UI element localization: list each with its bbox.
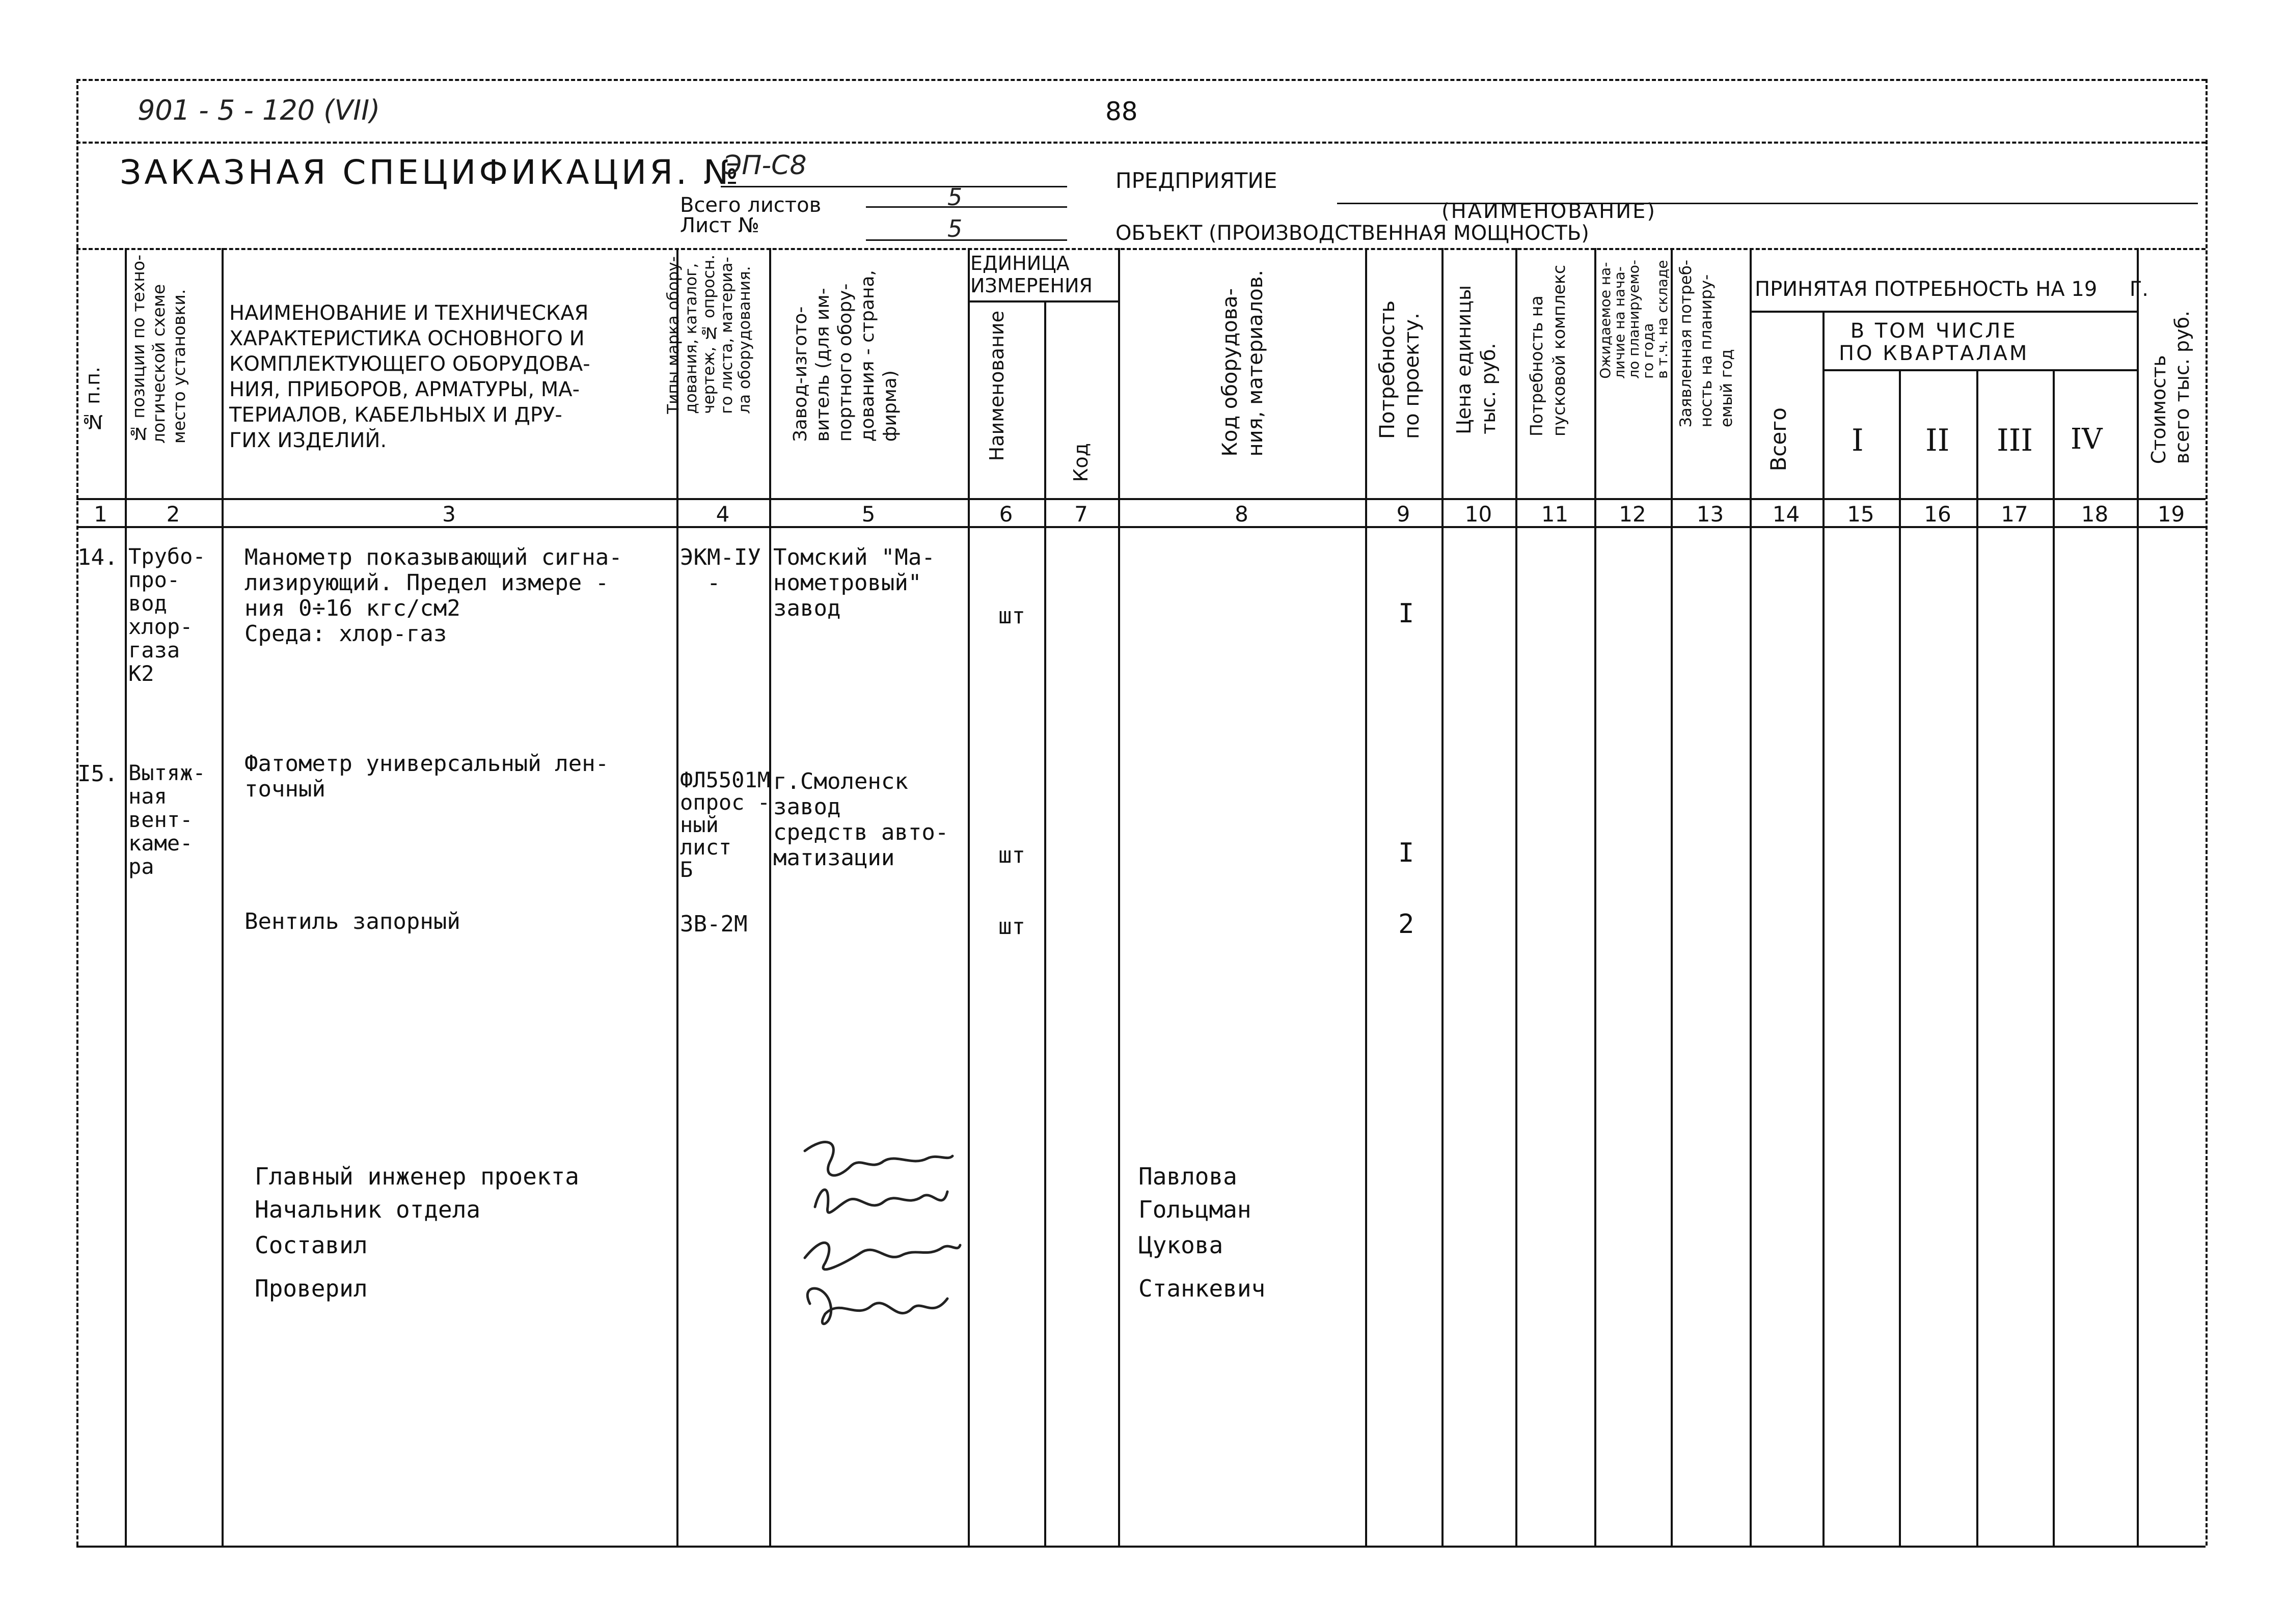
signature-name: Гольцман: [1138, 1196, 1251, 1223]
col-header-4: Типы марка обору- дования, каталог, чертеж, № опросн. го листа, материа- ла оборудования.: [664, 255, 754, 414]
row-description: Фатометр универсальный лен- точный: [244, 751, 609, 802]
col-header-6: Наименование: [986, 311, 1008, 461]
row-unit: шт: [998, 914, 1025, 940]
spec-number: ЭП-С8: [723, 150, 807, 181]
row-number: 14.: [77, 544, 118, 570]
col-num-14: 14: [1772, 502, 1800, 527]
col-num-7: 7: [1074, 502, 1088, 527]
col-num-10: 10: [1464, 502, 1492, 527]
row-type-mark: ЭКМ-IУ -: [680, 544, 761, 596]
row-type-mark: ФЛ5501М опрос - ный лист Б: [680, 767, 771, 882]
col-header-2: № позиции по техно- логической схеме место установки.: [128, 255, 189, 444]
col-header-12: Ожидаемое на- личие на нача- ло планируемо- го года в т.ч. на складе: [1597, 260, 1671, 379]
col-num-13: 13: [1696, 502, 1724, 527]
col-header-unit-group: ЕДИНИЦА ИЗМЕРЕНИЯ: [970, 252, 1093, 297]
col-header-quarters-group: В ТОМ ЧИСЛЕ ПО КВАРТАЛАМ: [1839, 319, 2029, 365]
signature-role: Проверил: [255, 1275, 368, 1302]
col-header-accepted-group: ПРИНЯТАЯ ПОТРЕБНОСТЬ НА 19 Г.: [1755, 278, 2148, 301]
col-num-6: 6: [999, 502, 1013, 527]
sheet-label: Лист №: [680, 214, 759, 237]
sheet-number: 5: [947, 215, 963, 242]
col-num-3: 3: [442, 502, 456, 527]
col-num-15: 15: [1847, 502, 1874, 527]
col-num-11: 11: [1541, 502, 1569, 527]
doc-title: ЗАКАЗНАЯ СПЕЦИФИКАЦИЯ. №: [120, 153, 742, 192]
row-position: Трубо- про- вод хлор- газа К2: [128, 544, 206, 686]
row-quantity: I: [1398, 598, 1414, 629]
col-num-9: 9: [1396, 502, 1410, 527]
signature-role: Главный инженер проекта: [255, 1163, 579, 1190]
col-header-8: Код оборудова- ния, материалов.: [1218, 270, 1267, 457]
col-header-19: Стоимость всего тыс. руб.: [2147, 311, 2193, 464]
col-header-15: I: [1852, 423, 1864, 458]
col-header-18: IV: [2071, 423, 2103, 456]
signature-name: Станкевич: [1138, 1275, 1266, 1302]
page-number: 88: [1105, 97, 1138, 126]
col-num-19: 19: [2157, 502, 2185, 527]
col-num-17: 17: [2001, 502, 2028, 527]
col-num-8: 8: [1235, 502, 1248, 527]
col-num-4: 4: [716, 502, 730, 527]
col-header-17: III: [1997, 423, 2033, 458]
row-description: Манометр показывающий сигна- лизирующий. Предел измере - ния 0÷16 кгс/см2 Среда: хлор-газ: [244, 544, 622, 647]
col-header-7: Код: [1070, 443, 1092, 482]
doc-code: 901 - 5 - 120 (VII): [138, 94, 380, 126]
total-sheets-label: Всего листов: [680, 194, 822, 217]
col-header-11: Потребность на пусковой комплекс: [1527, 265, 1569, 437]
col-header-10: Цена единицы тыс. руб.: [1453, 285, 1500, 434]
name-label: (НАИМЕНОВАНИЕ): [1441, 200, 1656, 223]
signature-role: Составил: [255, 1231, 368, 1259]
col-num-16: 16: [1924, 502, 1951, 527]
row-manufacturer: Томский "Ма- нометровый" завод: [773, 544, 935, 621]
col-header-5: Завод-изгото- витель (для им- портного обору- дования - страна, фирма): [790, 270, 901, 442]
row-type-mark: 3В-2М: [680, 911, 748, 937]
col-header-13: Заявленная потреб- ность на планиру- емый год: [1677, 260, 1736, 428]
row-quantity: I: [1398, 838, 1414, 868]
signature-name: Цукова: [1138, 1231, 1223, 1259]
row-unit: шт: [998, 603, 1025, 629]
total-sheets: 5: [947, 183, 963, 211]
col-num-12: 12: [1619, 502, 1646, 527]
col-header-3: НАИМЕНОВАНИЕ И ТЕХНИЧЕСКАЯ ХАРАКТЕРИСТИКА ОСНОВНОГО И КОМПЛЕКТУЮЩЕГО ОБОРУДОВА- НИЯ, ПРИБОРОВ, АРМАТУРЫ, МА- ТЕРИАЛОВ, КАБЕЛЬНЫХ И ДРУ- ГИХ ИЗДЕЛИЙ.: [229, 301, 590, 452]
object-label: ОБЪЕКТ (ПРОИЗВОДСТВЕННАЯ МОЩНОСТЬ): [1115, 222, 1589, 245]
row-description: Вентиль запорный: [244, 909, 460, 934]
col-num-1: 1: [94, 502, 107, 527]
row-quantity: 2: [1398, 909, 1414, 940]
row-position: Вытяж- ная вент- каме- ра: [128, 760, 206, 879]
col-num-18: 18: [2081, 502, 2109, 527]
col-header-9: Потребность по проекту.: [1376, 300, 1424, 439]
col-header-1: № п.п.: [81, 367, 104, 433]
signature-role: Начальник отдела: [255, 1196, 481, 1223]
handwritten-signatures: [795, 1131, 968, 1344]
row-number: I5.: [77, 761, 118, 787]
col-header-14: Всего: [1766, 407, 1791, 472]
signature-name: Павлова: [1138, 1163, 1237, 1190]
col-num-5: 5: [861, 502, 876, 527]
enterprise-label: ПРЕДПРИЯТИЕ: [1115, 168, 1277, 193]
col-num-2: 2: [166, 502, 180, 527]
row-manufacturer: г.Смоленск завод средств авто- матизации: [773, 768, 949, 871]
row-unit: шт: [998, 842, 1025, 868]
col-header-16: II: [1925, 423, 1950, 458]
